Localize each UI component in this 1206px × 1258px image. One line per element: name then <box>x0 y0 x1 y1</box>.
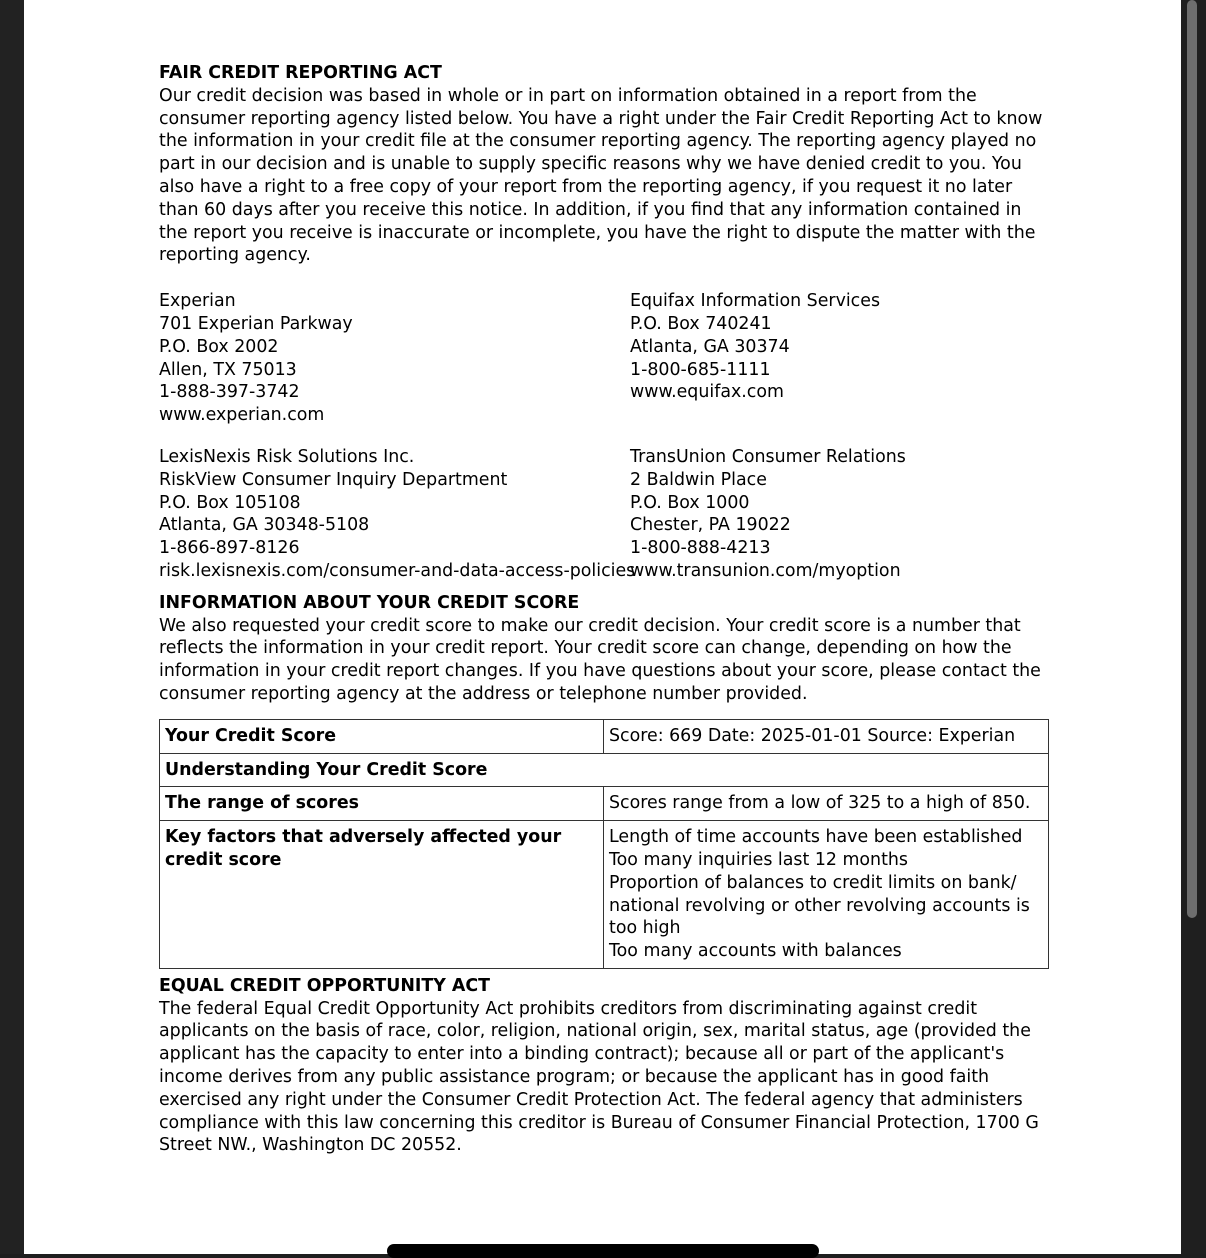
experian-address <box>159 290 630 427</box>
ecoa-heading: EQUAL CREDIT OPPORTUNITY ACT <box>159 975 490 996</box>
table-row <box>160 821 1049 969</box>
agency-addresses <box>159 290 1049 592</box>
agency-po-box: P.O. Box 105108 <box>159 492 301 513</box>
key-factor-item: Too many accounts with balances <box>609 941 902 962</box>
agency-department: RiskView Consumer Inquiry Department <box>159 469 508 490</box>
agency-name: Equifax Information Services <box>630 291 881 312</box>
agency-name: LexisNexis Risk Solutions Inc. <box>159 446 415 467</box>
key-factor-item: Too many inquiries last 12 months <box>609 849 908 870</box>
agency-phone: 1-888-397-3742 <box>159 382 300 403</box>
fcra-heading: FAIR CREDIT REPORTING ACT <box>159 63 442 83</box>
agency-po-box: P.O. Box 740241 <box>630 313 772 334</box>
your-credit-score-label: Your Credit Score <box>160 719 604 753</box>
lexisnexis-address <box>159 446 636 583</box>
key-factors-list <box>604 821 1049 969</box>
agency-city: Atlanta, GA 30348-5108 <box>159 515 370 536</box>
agency-city: Allen, TX 75013 <box>159 359 297 380</box>
agency-phone: 1-866-897-8126 <box>159 538 300 559</box>
agency-name: TransUnion Consumer Relations <box>630 446 906 467</box>
your-credit-score-value: Score: 669 Date: 2025-01-01 Source: Experian <box>604 719 1049 753</box>
agency-website: www.equifax.com <box>630 382 784 403</box>
agency-phone: 1-800-685-1111 <box>630 359 771 380</box>
fcra-body: Our credit decision was based in whole or in part on information obtained in a report from the consumer reporting agency listed below. You have a right under the Fair Credit Reporting Act to know the information in your credit file at the consumer reporting agency. The reporting agency played no part in our decision and is unable to supply specific reasons why we have denied credit to you. You also have a right to a free copy of your report from the reporting agency, if you request it no later than 60 days after you receive this notice. In addition, if you find that any information contained in the report you receive is inaccurate or incomplete, you have the right to dispute the matter with the reporting agency. <box>159 85 1043 266</box>
agency-po-box: P.O. Box 1000 <box>630 492 750 513</box>
equifax-address <box>630 290 1049 427</box>
scrollbar-thumb[interactable] <box>1187 0 1197 918</box>
ecoa-body: The federal Equal Credit Opportunity Act prohibits creditors from discriminating against credit applicants on the basis of race, color, religion, national origin, sex, marital status, age (provided the applicant has the capacity to enter into a binding contract); because all or part of the applicant's income derives from any public assistance program; or because the applicant has in good faith exercised any right under the Consumer Credit Protection Act. The federal agency that administers compliance with this law concerning this creditor is Bureau of Consumer Financial Protection, 1700 G Street NW., Washington DC 20552. <box>159 998 1039 1156</box>
agency-website: www.transunion.com/myoption <box>630 560 901 581</box>
table-row <box>160 753 1049 787</box>
viewer-left-edge <box>0 0 24 1254</box>
agency-city: Chester, PA 19022 <box>630 515 791 536</box>
score-info-heading: INFORMATION ABOUT YOUR CREDIT SCORE <box>159 592 580 613</box>
score-range-value: Scores range from a low of 325 to a high of 850. <box>604 787 1049 821</box>
agency-street: 701 Experian Parkway <box>159 313 353 334</box>
table-row <box>160 787 1049 821</box>
credit-score-table <box>159 719 1049 969</box>
key-factor-item: Length of time accounts have been established <box>609 827 1023 848</box>
score-range-label: The range of scores <box>160 787 604 821</box>
agency-po-box: P.O. Box 2002 <box>159 336 279 357</box>
transunion-address <box>630 446 1049 583</box>
key-factors-label: Key factors that adversely affected your credit score <box>160 821 604 969</box>
understanding-score-label: Understanding Your Credit Score <box>160 753 1049 787</box>
agency-city: Atlanta, GA 30374 <box>630 336 790 357</box>
agency-phone: 1-800-888-4213 <box>630 538 771 559</box>
score-info-body: We also requested your credit score to make our credit decision. Your credit score is a number that reflects the information in your credit report. Your credit score can change, depending on how the information in your credit report changes. If you have questions about your score, please contact the consumer reporting agency at the address or telephone number provided. <box>159 615 1041 704</box>
agency-street: 2 Baldwin Place <box>630 469 767 490</box>
agency-website: risk.lexisnexis.com/consumer-and-data-access-policies <box>159 560 636 581</box>
home-indicator-bar[interactable] <box>387 1244 819 1258</box>
agency-name: Experian <box>159 291 236 312</box>
key-factor-item: Proportion of balances to credit limits on bank/ national revolving or other revolving accounts is too high <box>609 872 1030 939</box>
table-row <box>160 719 1049 753</box>
document-content <box>159 62 1049 1157</box>
agency-website: www.experian.com <box>159 405 325 426</box>
